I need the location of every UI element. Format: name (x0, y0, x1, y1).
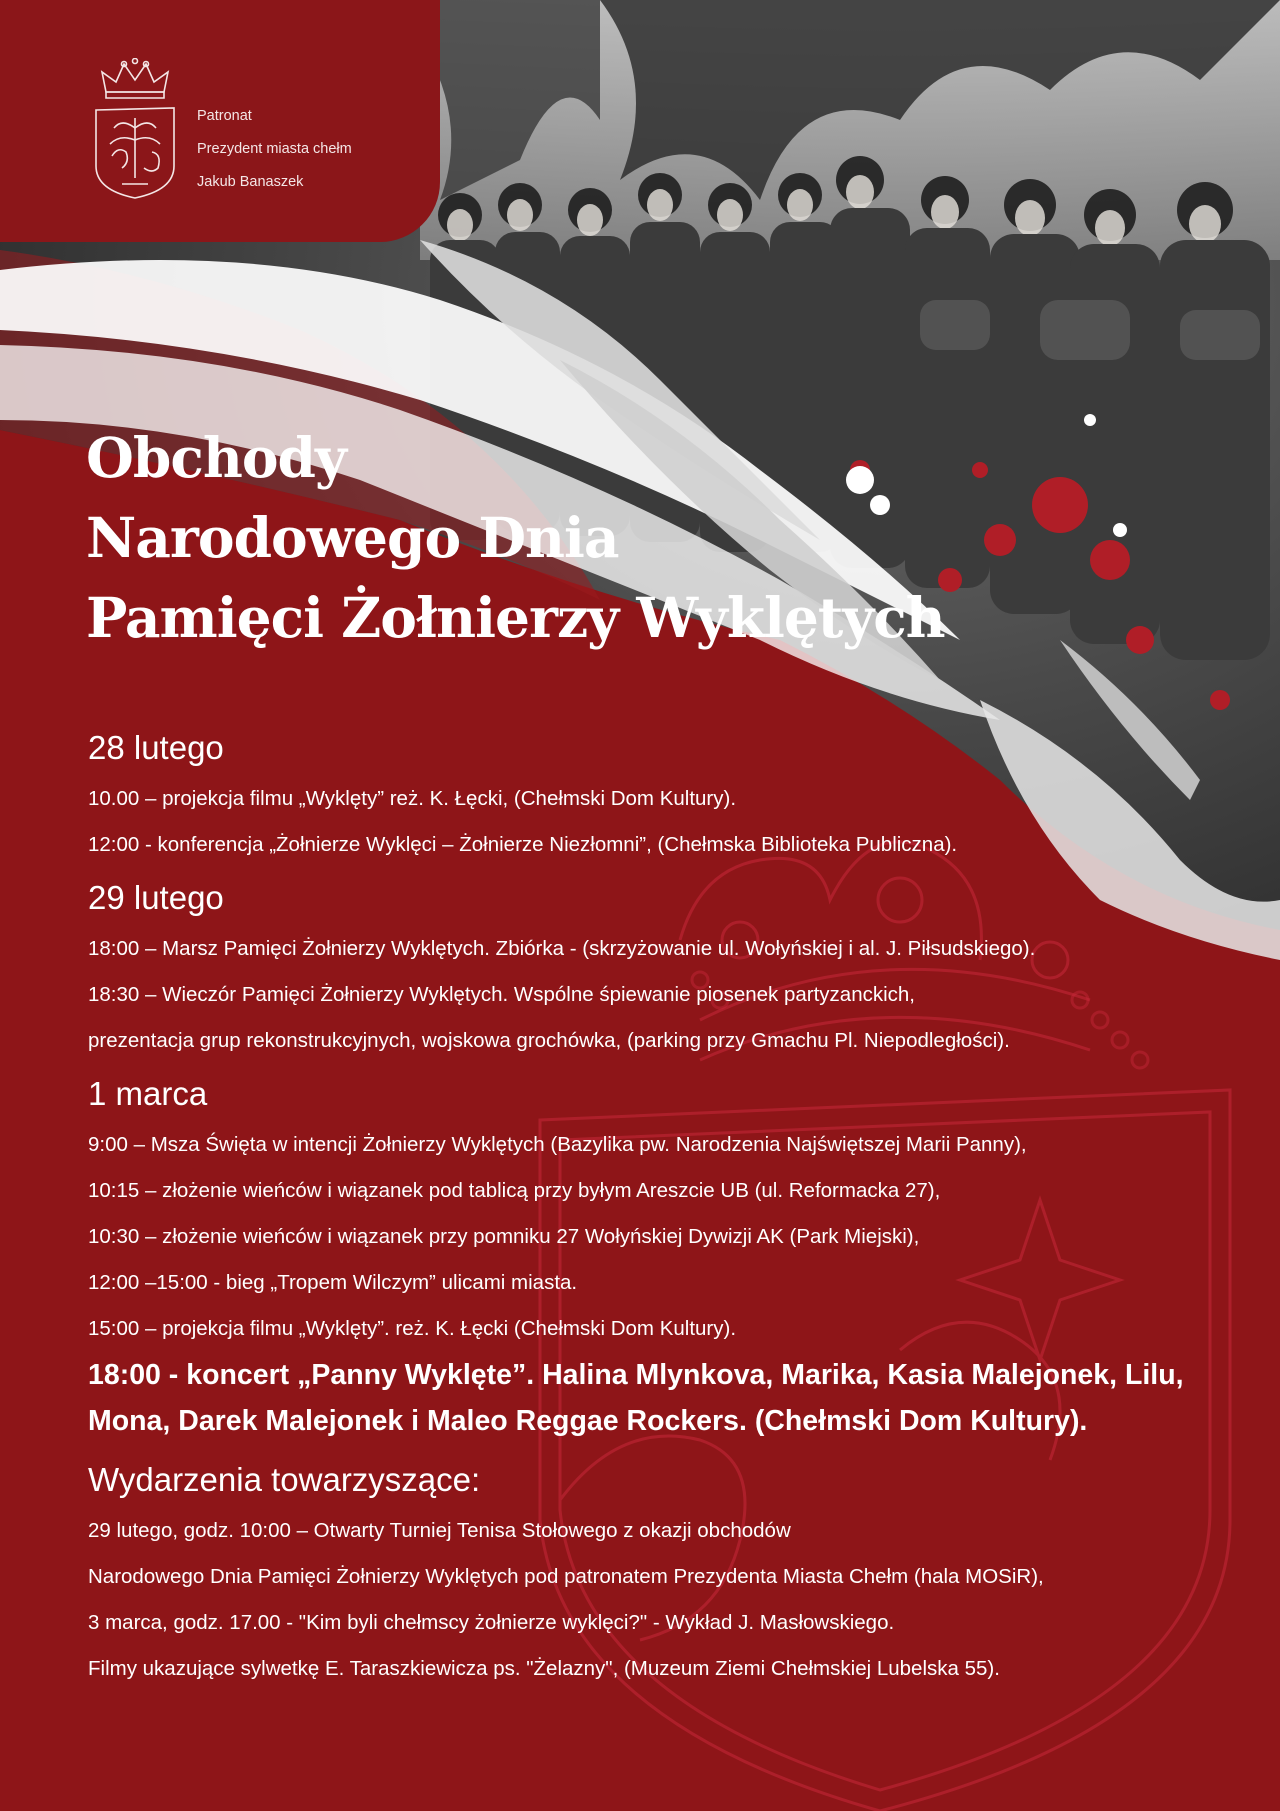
event-item: 10:30 – złożenie wieńców i wiązanek przy pomniku 27 Wołyńskiej Dywizji AK (Park Miejski), (88, 1225, 920, 1248)
day-1-march (88, 1072, 1268, 1444)
event-item: 12:00 - konferencja „Żołnierze Wyklęci – Żołnierze Niezłomni”, (Chełmska Biblioteka Publiczna). (88, 833, 958, 856)
event-item: 9:00 – Msza Święta w intencji Żołnierzy Wyklętych (Bazylika pw. Narodzenia Najświętszej Marii Panny), (88, 1133, 1027, 1156)
title-line-1: Obchody (86, 425, 346, 490)
title-line-2: Narodowego Dnia (86, 505, 619, 570)
event-item: 10.00 – projekcja filmu „Wyklęty” reż. K. Łęcki, (Chełmski Dom Kultury). (88, 787, 737, 810)
day-29-february (88, 876, 1268, 1064)
patron-label: Patronat (197, 108, 252, 124)
event-item: 18:30 – Wieczór Pamięci Żołnierzy Wyklętych. Wspólne śpiewanie piosenek partyzanckich, (88, 983, 915, 1006)
event-item: 15:00 – projekcja filmu „Wyklęty”. reż. K. Łęcki (Chełmski Dom Kultury). (88, 1317, 737, 1340)
event-item: prezentacja grup rekonstrukcyjnych, wojskowa grochówka, (parking przy Gmachu Pl. Niepodległości). (88, 1029, 1010, 1052)
chelm-coat-of-arms-icon (92, 58, 178, 200)
patron-role: Prezydent miasta chełm (197, 141, 352, 157)
day-heading: 1 marca (88, 1075, 208, 1112)
concert-highlight: 18:00 - koncert „Panny Wyklęte”. Halina Mlynkova, Marika, Kasia Malejonek, Lilu, (88, 1359, 1184, 1391)
event-program (88, 726, 1268, 1692)
event-item: Filmy ukazujące sylwetkę E. Taraszkiewicza ps. "Żelazny", (Muzeum Ziemi Chełmskiej Lubelska 55). (88, 1657, 1000, 1680)
concert-highlight: Mona, Darek Malejonek i Maleo Reggae Rockers. (Chełmski Dom Kultury). (88, 1405, 1088, 1437)
title-line-3: Pamięci Żołnierzy Wyklętych (86, 585, 945, 650)
event-item: 18:00 – Marsz Pamięci Żołnierzy Wyklętych. Zbiórka - (skrzyżowanie ul. Wołyńskiej i al. J. Piłsudskiego). (88, 937, 1036, 960)
accompanying-events (88, 1458, 1268, 1692)
patron-text (197, 100, 352, 199)
patron-panel (0, 0, 440, 242)
day-28-february (88, 726, 1268, 868)
event-item: 10:15 – złożenie wieńców i wiązanek pod tablicą przy byłym Areszcie UB (ul. Reformacka 27), (88, 1179, 941, 1202)
event-item: 29 lutego, godz. 10:00 – Otwarty Turniej Tenisa Stołowego z okazji obchodów (88, 1519, 791, 1542)
day-heading: 29 lutego (88, 879, 224, 916)
page-title (86, 418, 945, 658)
patron-name: Jakub Banaszek (197, 174, 304, 190)
accompanying-heading: Wydarzenia towarzyszące: (88, 1461, 481, 1498)
day-heading: 28 lutego (88, 729, 224, 766)
event-item: Narodowego Dnia Pamięci Żołnierzy Wyklętych pod patronatem Prezydenta Miasta Chełm (hala MOSiR), (88, 1565, 1044, 1588)
event-item: 12:00 –15:00 - bieg „Tropem Wilczym” ulicami miasta. (88, 1271, 578, 1294)
event-item: 3 marca, godz. 17.00 - "Kim byli chełmscy żołnierze wyklęci?" - Wykład J. Masłowskiego. (88, 1611, 895, 1634)
